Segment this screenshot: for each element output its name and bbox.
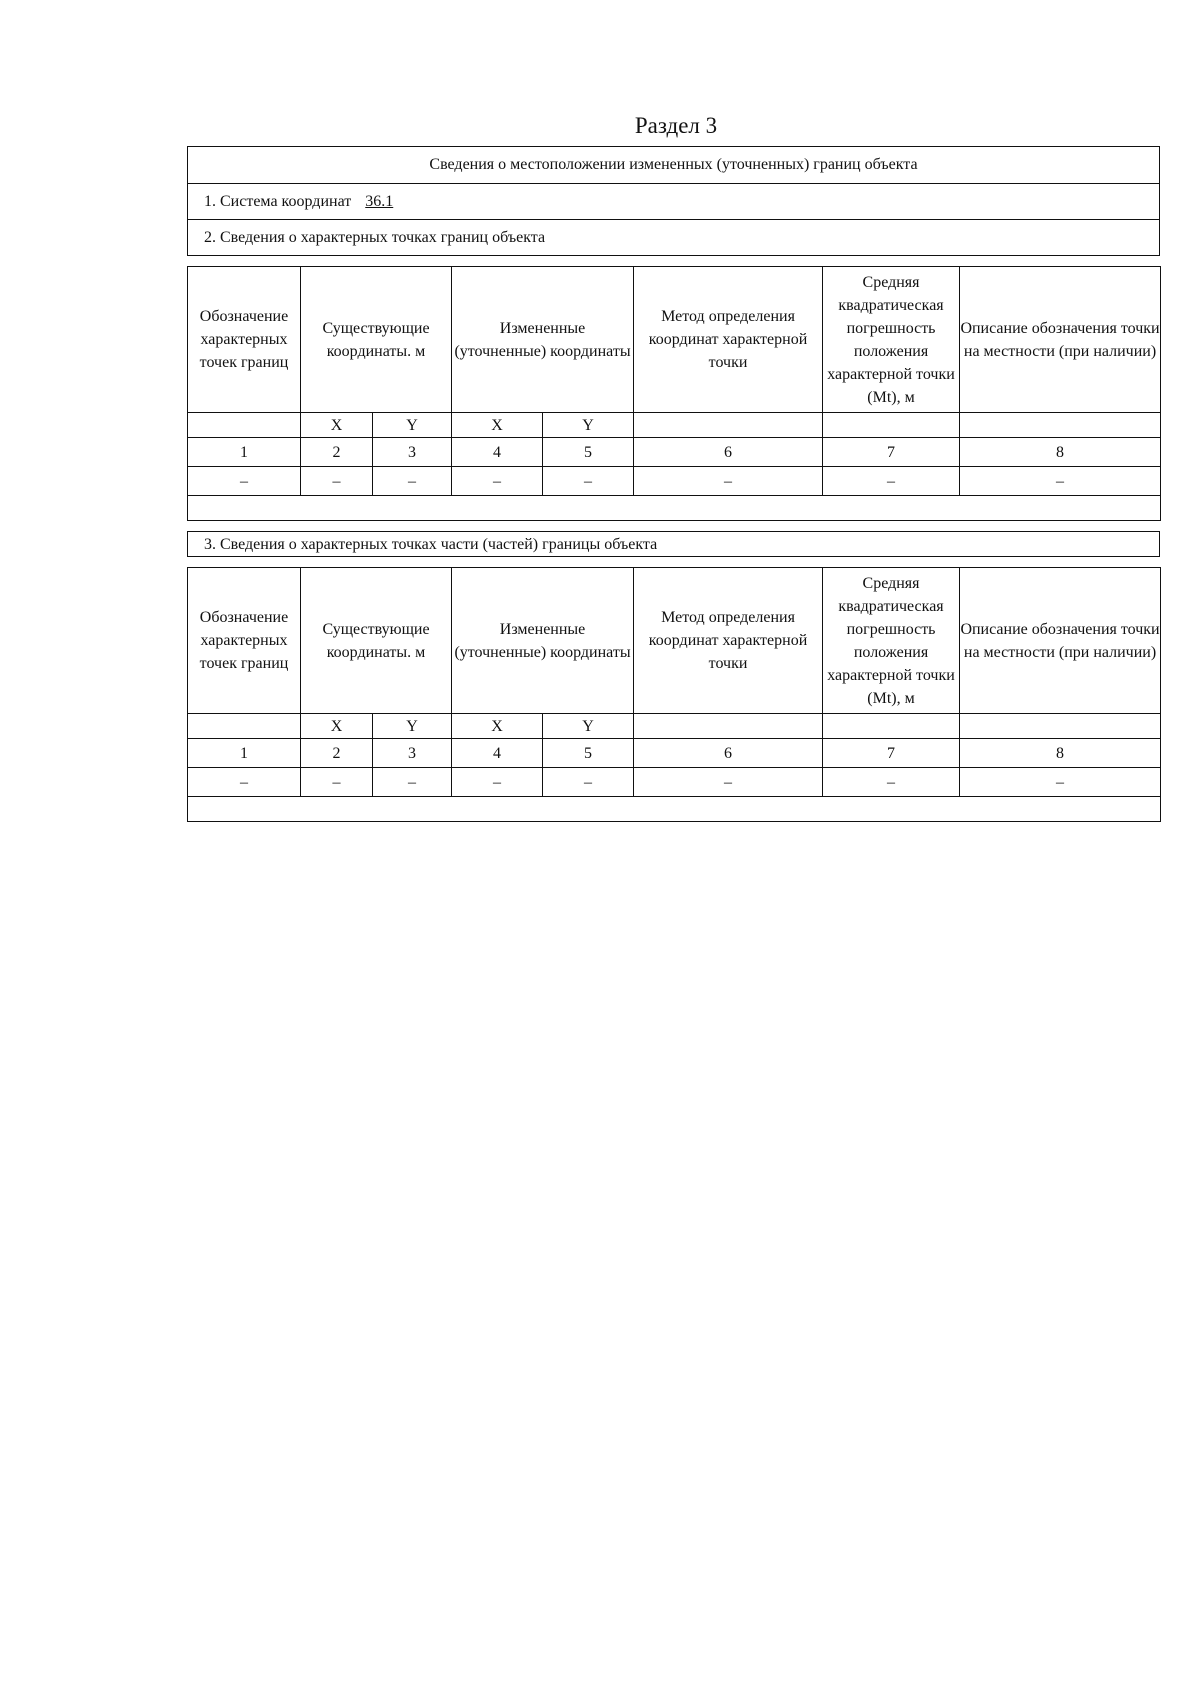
table-cell: – — [960, 467, 1161, 496]
table-row — [188, 768, 1161, 797]
table-cell: – — [452, 467, 543, 496]
table-header-row — [188, 568, 1161, 714]
table-cell: – — [373, 768, 452, 797]
points-table — [187, 266, 1161, 521]
table-cell: – — [188, 768, 301, 797]
column-number: 4 — [452, 739, 543, 768]
table-subheader-row — [188, 413, 1161, 438]
header-error: Средняя квадратическая погрешность положения характерной точки (Mt), м — [823, 568, 960, 714]
header-existing-coords: Существующие координаты. м — [301, 267, 452, 413]
table-cell: – — [543, 467, 634, 496]
table-cell: – — [301, 768, 373, 797]
column-number: 3 — [373, 739, 452, 768]
section-header: Сведения о местоположении измененных (уточненных) границ объекта — [429, 156, 918, 173]
column-number: 8 — [960, 438, 1161, 467]
column-number: 2 — [301, 438, 373, 467]
column-number: 1 — [188, 438, 301, 467]
parts-table — [187, 567, 1161, 822]
coord-system-line — [188, 183, 1159, 219]
table-tail-row — [188, 496, 1161, 521]
subheader-y: Y — [373, 413, 452, 438]
table-cell: – — [188, 467, 301, 496]
table-tail-row — [188, 797, 1161, 822]
header-changed-coords: Измененные (уточненные) координаты — [452, 267, 634, 413]
table-cell: – — [543, 768, 634, 797]
subheader-x: X — [301, 714, 373, 739]
table-subheader-row — [188, 714, 1161, 739]
table-header-row — [188, 267, 1161, 413]
column-number: 8 — [960, 739, 1161, 768]
subheader-y: Y — [373, 714, 452, 739]
subheader-y: Y — [543, 714, 634, 739]
table-cell: – — [373, 467, 452, 496]
points-heading: 2. Сведения о характерных точках границ объекта — [188, 219, 1159, 255]
subheader-y: Y — [543, 413, 634, 438]
subheader-x: X — [452, 714, 543, 739]
column-number: 7 — [823, 739, 960, 768]
table-cell: – — [634, 768, 823, 797]
column-number: 7 — [823, 438, 960, 467]
column-number: 5 — [543, 438, 634, 467]
coord-system-label: 1. Система координат — [204, 193, 352, 210]
header-method: Метод определения координат характерной точки — [634, 568, 823, 714]
column-number: 3 — [373, 438, 452, 467]
header-description: Описание обозначения точки на местности (при наличии) — [960, 568, 1161, 714]
header-point-designation: Обозначение характерных точек границ — [188, 568, 301, 714]
subheader-x: X — [301, 413, 373, 438]
column-number: 2 — [301, 739, 373, 768]
table-row — [188, 467, 1161, 496]
header-existing-coords: Существующие координаты. м — [301, 568, 452, 714]
table-cell: – — [301, 467, 373, 496]
parts-heading: 3. Сведения о характерных точках части (частей) границы объекта — [187, 531, 1160, 557]
column-number: 6 — [634, 739, 823, 768]
column-number: 5 — [543, 739, 634, 768]
header-description: Описание обозначения точки на местности (при наличии) — [960, 267, 1161, 413]
table-cell: – — [823, 768, 960, 797]
table-cell: – — [452, 768, 543, 797]
column-number-row — [188, 438, 1161, 467]
page-title: Раздел 3 — [634, 113, 718, 138]
subheader-x: X — [452, 413, 543, 438]
column-number-row — [188, 739, 1161, 768]
section-info-box — [187, 146, 1160, 256]
column-number: 1 — [188, 739, 301, 768]
table-cell: – — [823, 467, 960, 496]
column-number: 6 — [634, 438, 823, 467]
header-point-designation: Обозначение характерных точек границ — [188, 267, 301, 413]
table-cell: – — [634, 467, 823, 496]
coord-system-value: 36.1 — [365, 193, 394, 210]
table-cell: – — [960, 768, 1161, 797]
column-number: 4 — [452, 438, 543, 467]
header-changed-coords: Измененные (уточненные) координаты — [452, 568, 634, 714]
header-error: Средняя квадратическая погрешность положения характерной точки (Mt), м — [823, 267, 960, 413]
header-method: Метод определения координат характерной точки — [634, 267, 823, 413]
